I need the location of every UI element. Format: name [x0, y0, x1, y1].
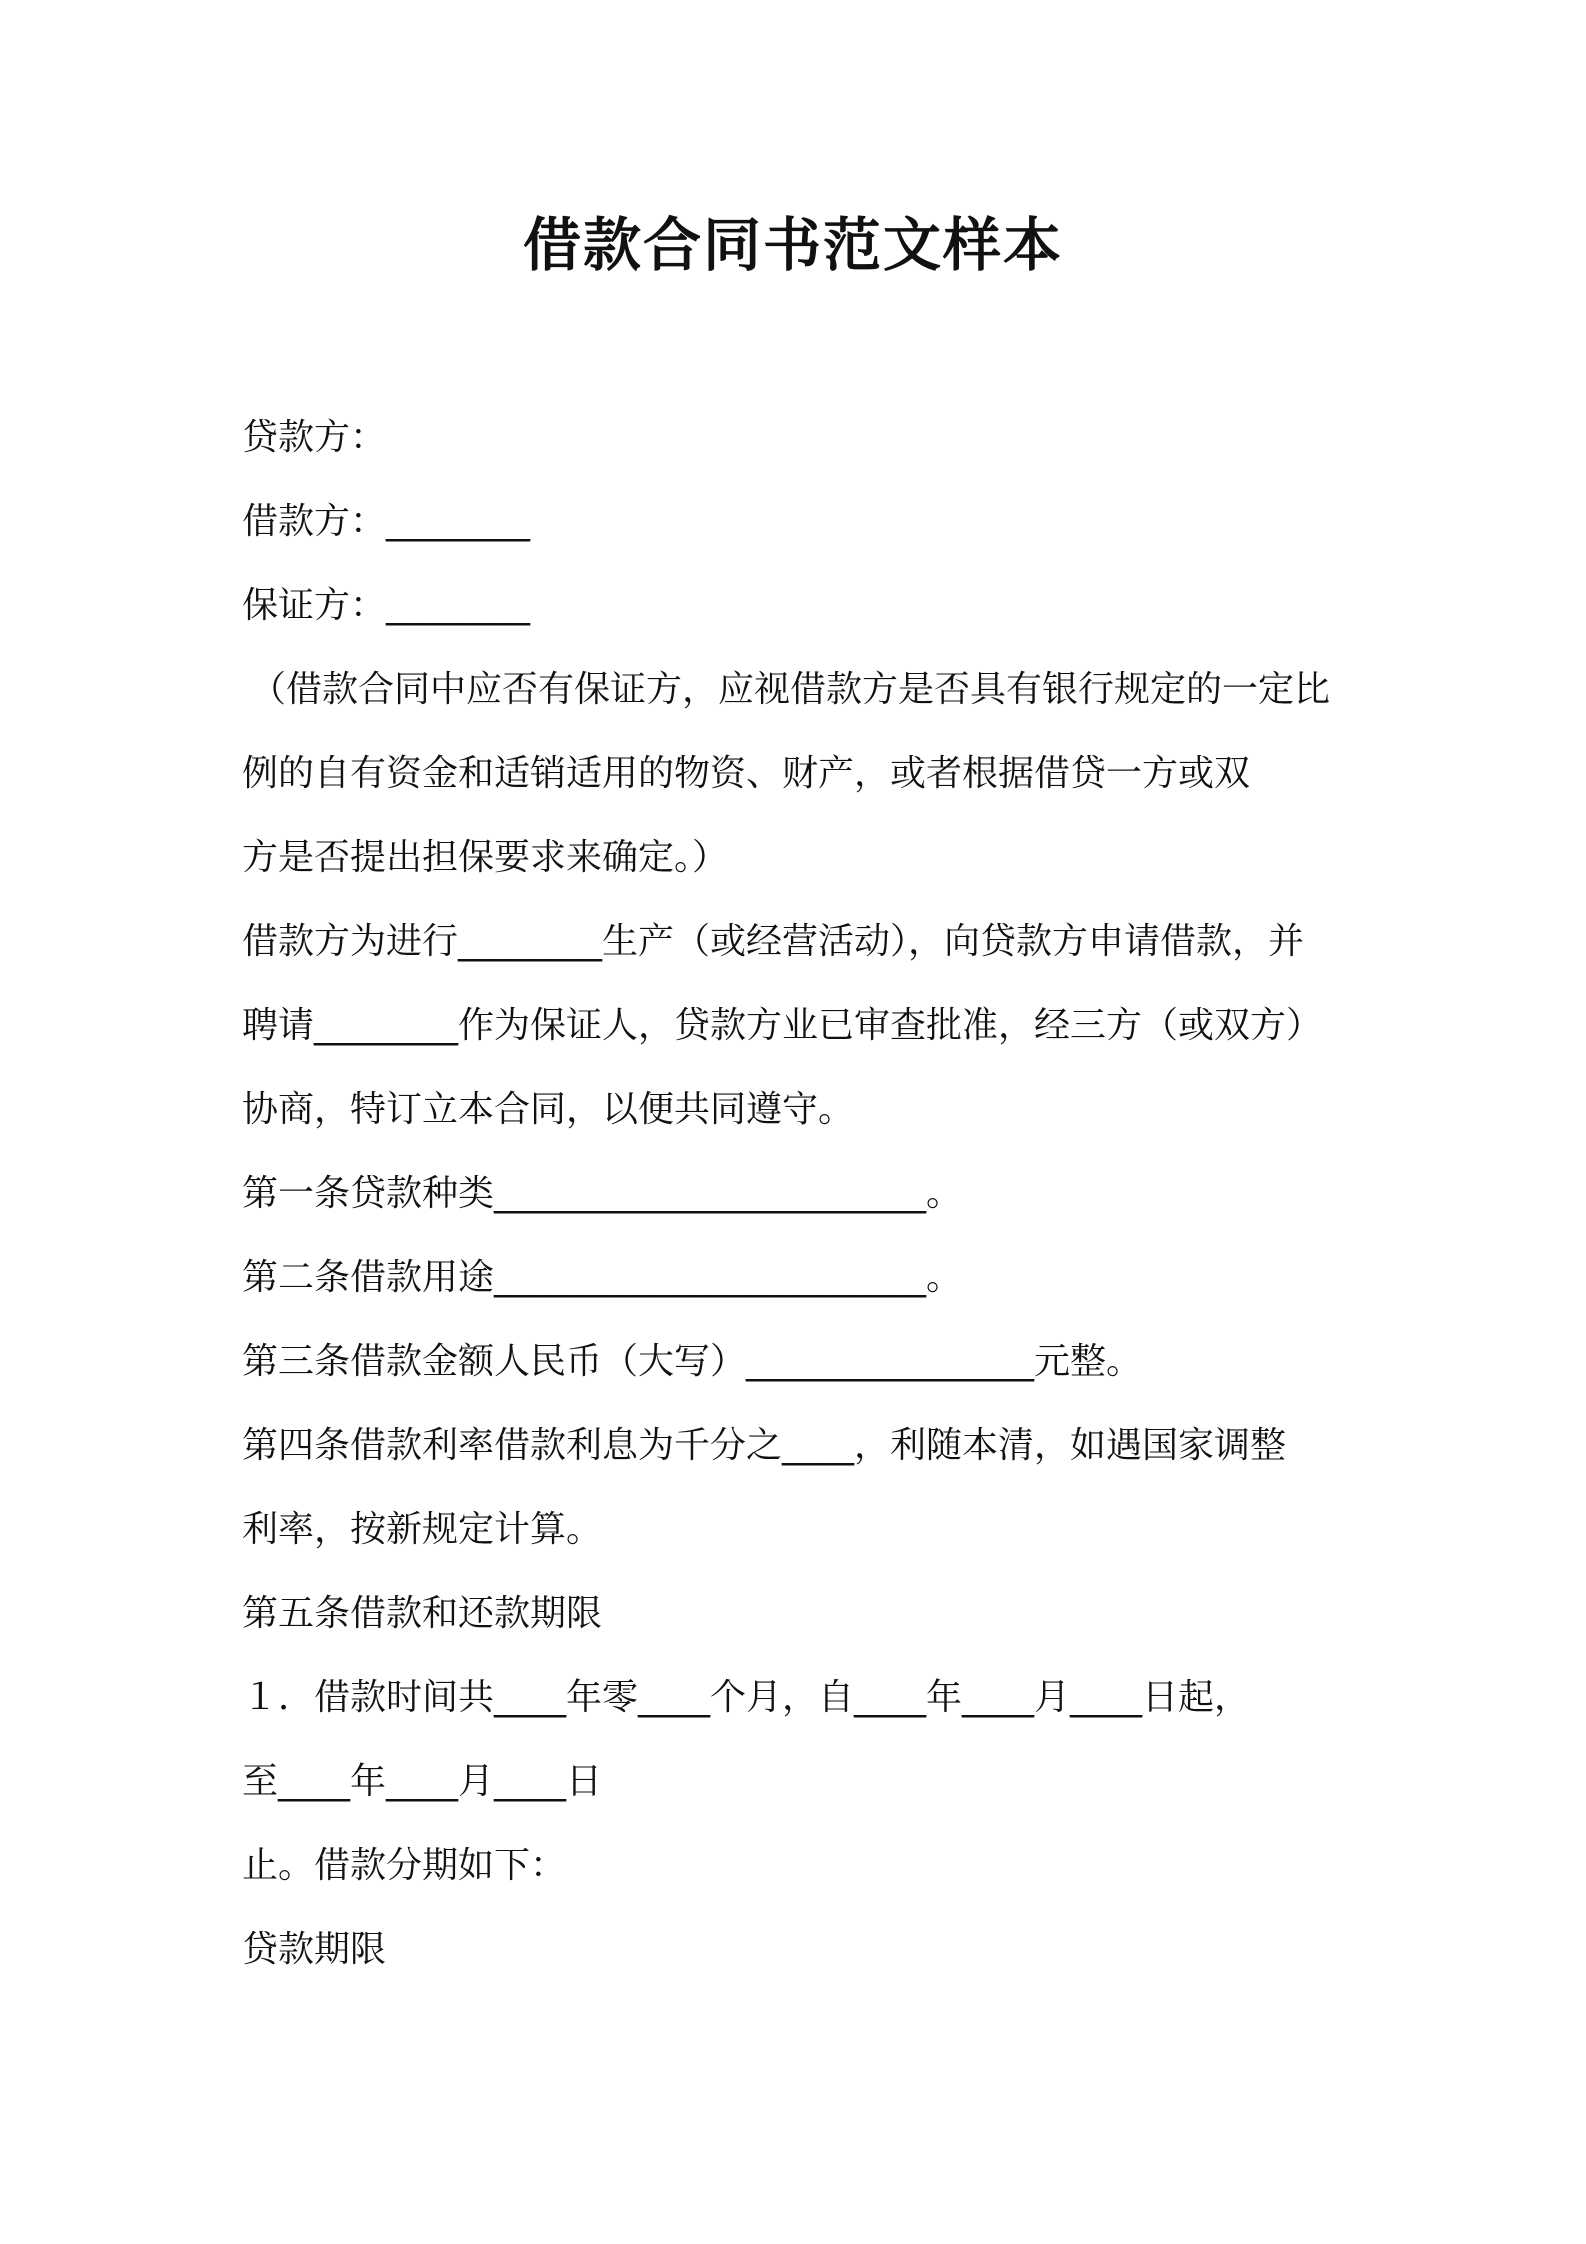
- article-2-line: 第二条借款用途________________________。: [242, 1257, 963, 1298]
- article-5-heading: 第五条借款和还款期限: [242, 1593, 603, 1634]
- article-5-item-1-line-2: 至____年____月____日: [242, 1761, 603, 1802]
- preamble-line-1: 借款方为进行________生产（或经营活动），向贷款方申请借款，并: [242, 921, 1305, 962]
- note-line-1: （借款合同中应否有保证方，应视借款方是否具有银行规定的一定比: [250, 669, 1331, 710]
- article-4-line-1: 第四条借款利率借款利息为千分之____，利随本清，如遇国家调整: [242, 1425, 1287, 1466]
- lender-line: 贷款方：: [242, 417, 387, 458]
- article-5-item-1-line-3: 止。借款分期如下：: [242, 1845, 567, 1886]
- article-5-item-1-line-1: １．借款时间共____年零____个月，自____年____月____日起，: [242, 1677, 1251, 1718]
- loan-term-line: 贷款期限: [242, 1929, 387, 1970]
- note-line-2: 例的自有资金和适销适用的物资、财产，或者根据借贷一方或双: [242, 753, 1251, 794]
- preamble-line-2: 聘请________作为保证人，贷款方业已审查批准，经三方（或双方）: [242, 1005, 1323, 1046]
- document-title: 借款合同书范文样本: [522, 211, 1063, 279]
- article-3-line: 第三条借款金额人民币（大写）________________元整。: [242, 1341, 1143, 1382]
- article-4-line-2: 利率，按新规定计算。: [242, 1509, 603, 1550]
- article-1-line: 第一条贷款种类________________________。: [242, 1173, 963, 1214]
- preamble-line-3: 协商，特订立本合同，以便共同遵守。: [242, 1089, 855, 1130]
- borrower-line: 借款方：________: [242, 501, 531, 542]
- guarantor-line: 保证方：________: [242, 585, 531, 626]
- note-line-3: 方是否提出担保要求来确定。）: [242, 837, 729, 878]
